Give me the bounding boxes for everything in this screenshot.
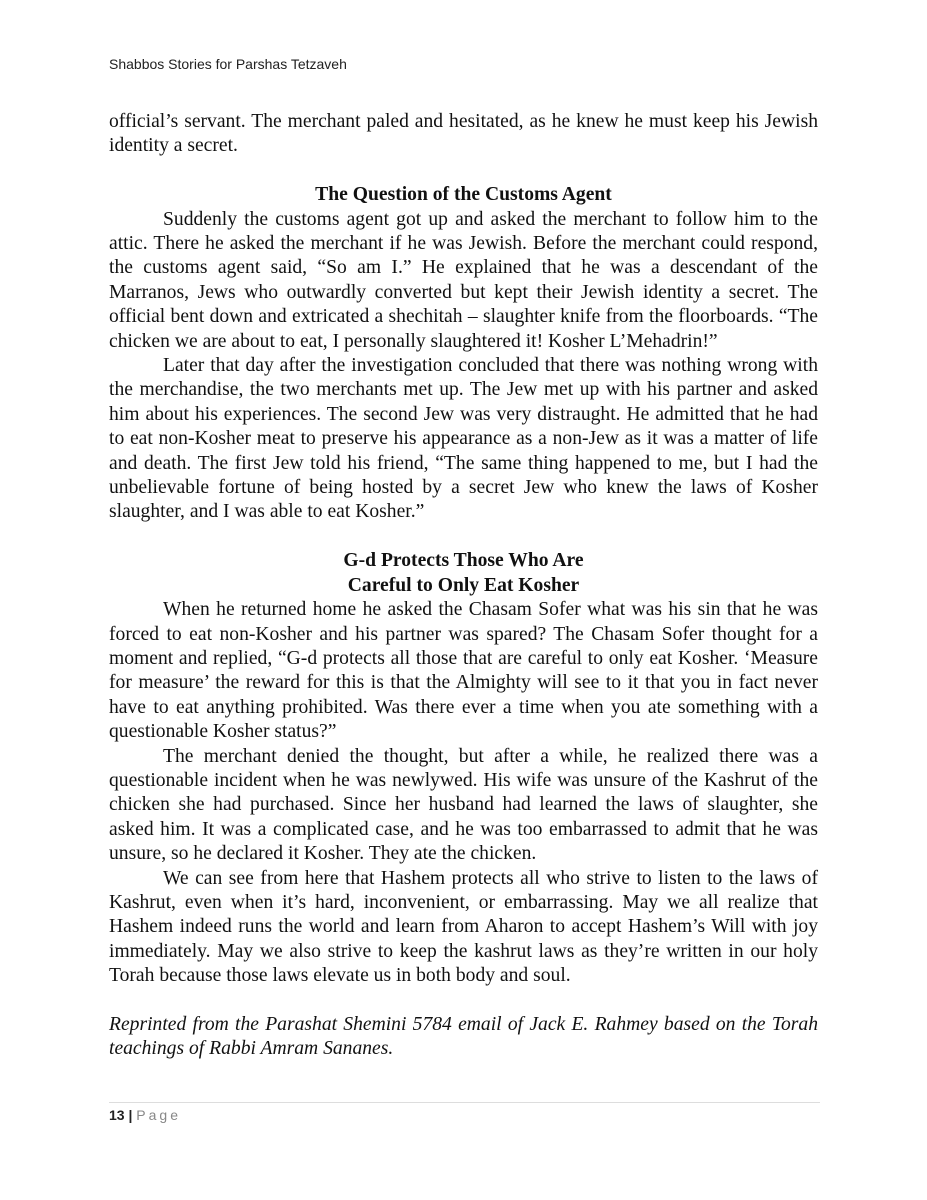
paragraph: We can see from here that Hashem protects all who strive to listen to the laws of Kashrut, even when it’s hard, inconvenient, or embarrassing. May we all realize that Hashem indeed runs the world and learn from Aharon to accept Hashem’s Will with joy immediately. May we also strive to keep the kashrut laws as they’re written in our holy Torah because those laws elevate us in both body and soul.	[109, 867, 818, 987]
paragraph: The merchant denied the thought, but after a while, he realized there was a questionable incident when he was newlywed. His wife was unsure of the Kashrut of the chicken she had purchased. Since her husband had learned the laws of slaughter, she asked him. It was a complicated case, and he was too embarrassed to admit that he was unsure, so he declared it Kosher. They ate the chicken.	[109, 745, 818, 865]
section-heading	[109, 549, 818, 598]
reprint-credit: Reprinted from the Parashat Shemini 5784 email of Jack E. Rahmey based on the Torah teachings of Rabbi Amram Sananes.	[109, 1013, 818, 1060]
opening-paragraph: official’s servant. The merchant paled and hesitated, as he knew he must keep his Jewish identity a secret.	[109, 111, 818, 157]
footer-separator: |	[128, 1107, 133, 1123]
paragraph: When he returned home he asked the Chasam Sofer what was his sin that he was forced to eat non-Kosher and his partner was spared? The Chasam Sofer thought for a moment and replied, “G-d protects all those that are careful to only eat Kosher. ‘Measure for measure’ the reward for this is that the Almighty will see to it that you in fact never have to eat anything prohibited. Was there ever a time when you ate something with a questionable Kosher status?”	[109, 599, 818, 743]
heading-line: Careful to Only Eat Kosher	[347, 574, 580, 596]
running-header: Shabbos Stories for Parshas Tetzaveh	[109, 56, 347, 72]
page-label: Page	[136, 1107, 181, 1123]
page-number: 13	[109, 1107, 125, 1123]
paragraph: Later that day after the investigation concluded that there was nothing wrong with the merchandise, the two merchants met up. The Jew met up with his partner and asked him about his experiences. The second Jew was very distraught. He admitted that he had to eat non-Kosher meat to preserve his appearance as a non-Jew as it was a matter of life and death. The first Jew told his friend, “The same thing happened to me, but I had the unbelievable fortune of being hosted by a secret Jew who knew the laws of Kosher slaughter, and I was able to eat Kosher.”	[109, 355, 818, 523]
page-footer	[109, 1107, 181, 1123]
section-heading: The Question of the Customs Agent	[315, 184, 612, 206]
footer-divider	[109, 1102, 820, 1103]
heading-line: G-d Protects Those Who Are	[343, 550, 584, 572]
paragraph: Suddenly the customs agent got up and asked the merchant to follow him to the attic. There he asked the merchant if he was Jewish. Before the merchant could respond, the customs agent said, “So am I.” He explained that he was a descendant of the Marranos, Jews who outwardly converted but kept their Jewish identity a secret. The official bent down and extricated a shechitah – slaughter knife from the floorboards. “The chicken we are about to eat, I personally slaughtered it! Kosher L’Mehadrin!”	[109, 208, 818, 352]
document-body	[109, 110, 818, 1062]
